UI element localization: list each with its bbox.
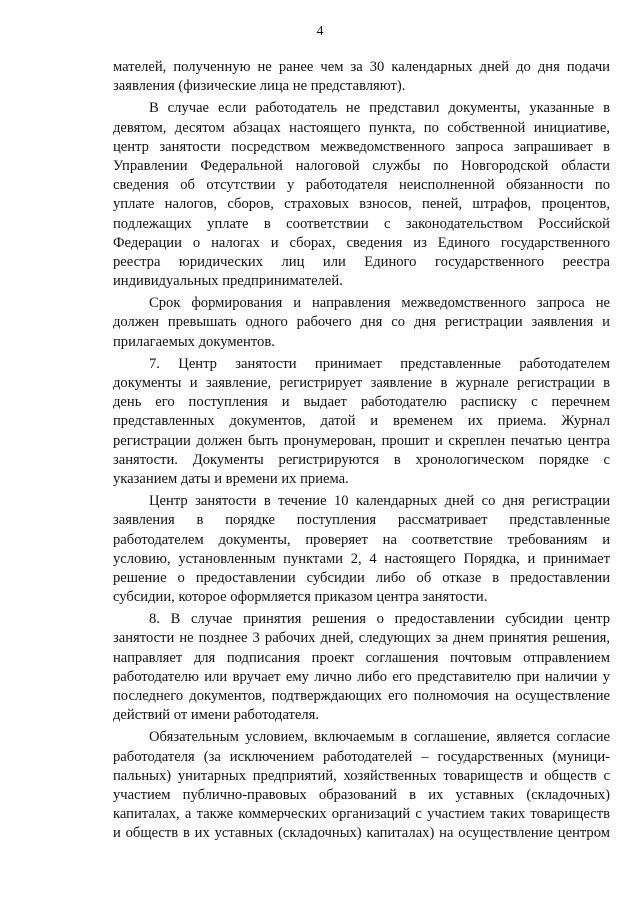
- text-line: В случае если работодатель не представил документы, указанные в: [149, 100, 610, 117]
- page-number: 4: [316, 24, 324, 39]
- text-line: центр занятости посредством межведомственного запроса запрашивает в: [113, 138, 610, 155]
- text-line: Федерации о налогах и сборах, сведения из Единого государственного: [113, 234, 610, 251]
- paragraph-4-point-7: [113, 355, 610, 489]
- text-line: капиталах, а также коммерческих организаций с участием таких товариществ: [113, 806, 610, 823]
- paragraph-7: [113, 728, 610, 843]
- text-line: Срок формирования и направления межведомственного запроса не: [149, 295, 610, 312]
- text-line: представленных документов, датой и временем их приема. Журнал: [113, 413, 610, 430]
- text-line: прилагаемых документов.: [113, 333, 275, 350]
- text-line: решение о предоставлении субсидии либо об отказе в предоставлении: [113, 569, 610, 586]
- text-line: день его поступления и выдает работодателю расписку с перечнем: [113, 394, 610, 411]
- text-line: документы и заявление, регистрирует заявление в журнале регистрации в: [113, 375, 610, 391]
- text-line: и обществ в их уставных (складочных) капиталах) на осуществление центром: [113, 825, 610, 842]
- text-line: Обязательным условием, включаемым в соглашение, является согласие: [149, 729, 610, 746]
- text-line: работодателя (за исключением работодателей – государственных (муници-: [113, 748, 610, 765]
- text-line: 7. Центр занятости принимает представленные работодателем: [149, 355, 610, 372]
- text-line: последнего документов, подтверждающих его полномочия на осуществление: [113, 688, 610, 704]
- text-line: указанием даты и времени их приема.: [113, 470, 349, 487]
- text-line: направляет для подписания проект соглашения почтовым отправлением: [113, 649, 610, 666]
- text-line: действий от имени работодателя.: [113, 707, 320, 724]
- text-line: заявления (физические лица не представляют).: [113, 78, 406, 95]
- paragraph-6-point-8: [113, 610, 610, 725]
- text-line: работодателем документы, проверяет на соответствие требованиям и: [113, 531, 610, 548]
- paragraph-2: [113, 99, 610, 291]
- text-line: пальных) унитарных предприятий, хозяйственных товариществ и обществ с: [113, 767, 610, 784]
- text-line: подлежащих уплате в соответствии с законодательством Российской: [113, 215, 610, 232]
- text-line: участием публично-правовых образований в их уставных (складочных): [113, 786, 610, 803]
- text-line: занятости не позднее 3 рабочих дней, следующих за днем принятия решения,: [113, 630, 610, 647]
- text-line: Управлении Федеральной налоговой службы по Новгородской области: [113, 157, 610, 174]
- paragraph-3: [113, 294, 610, 352]
- text-line: Центр занятости в течение 10 календарных дней со дня регистрации: [149, 493, 610, 510]
- document-body: [113, 58, 610, 844]
- text-line: мателей, полученную не ранее чем за 30 календарных дней до дня подачи: [113, 59, 610, 75]
- text-line: индивидуальных предпринимателей.: [113, 273, 343, 290]
- text-line: должен превышать одного рабочего дня со дня регистрации заявления и: [113, 314, 610, 331]
- text-line: девятом, десятом абзацах настоящего пункта, по собственной инициативе,: [113, 119, 610, 136]
- paragraph-1: [113, 58, 610, 96]
- text-line: регистрации должен быть пронумерован, прошит и скреплен печатью центра: [113, 432, 610, 449]
- text-line: сведения об отсутствии у работодателя неисполненной обязанности по: [113, 177, 610, 194]
- text-line: реестра юридических лиц или Единого государственного реестра: [113, 253, 610, 270]
- text-line: условию, установленным пунктами 2, 4 настоящего Порядка, и принимает: [113, 550, 610, 567]
- text-line: уплате налогов, сборов, страховых взносов, пеней, штрафов, процентов,: [113, 196, 610, 213]
- text-line: занятости. Документы регистрируются в хронологическом порядке с: [113, 451, 610, 468]
- text-line: субсидии, которое оформляется приказом центра занятости.: [113, 589, 488, 606]
- text-line: 8. В случае принятия решения о предоставлении субсидии центр: [149, 611, 610, 628]
- text-line: работодателю или вручает ему лично либо его представителю при наличии у: [113, 668, 610, 685]
- paragraph-5: [113, 492, 610, 607]
- text-line: заявления в порядке поступления рассматривает представленные: [113, 512, 610, 529]
